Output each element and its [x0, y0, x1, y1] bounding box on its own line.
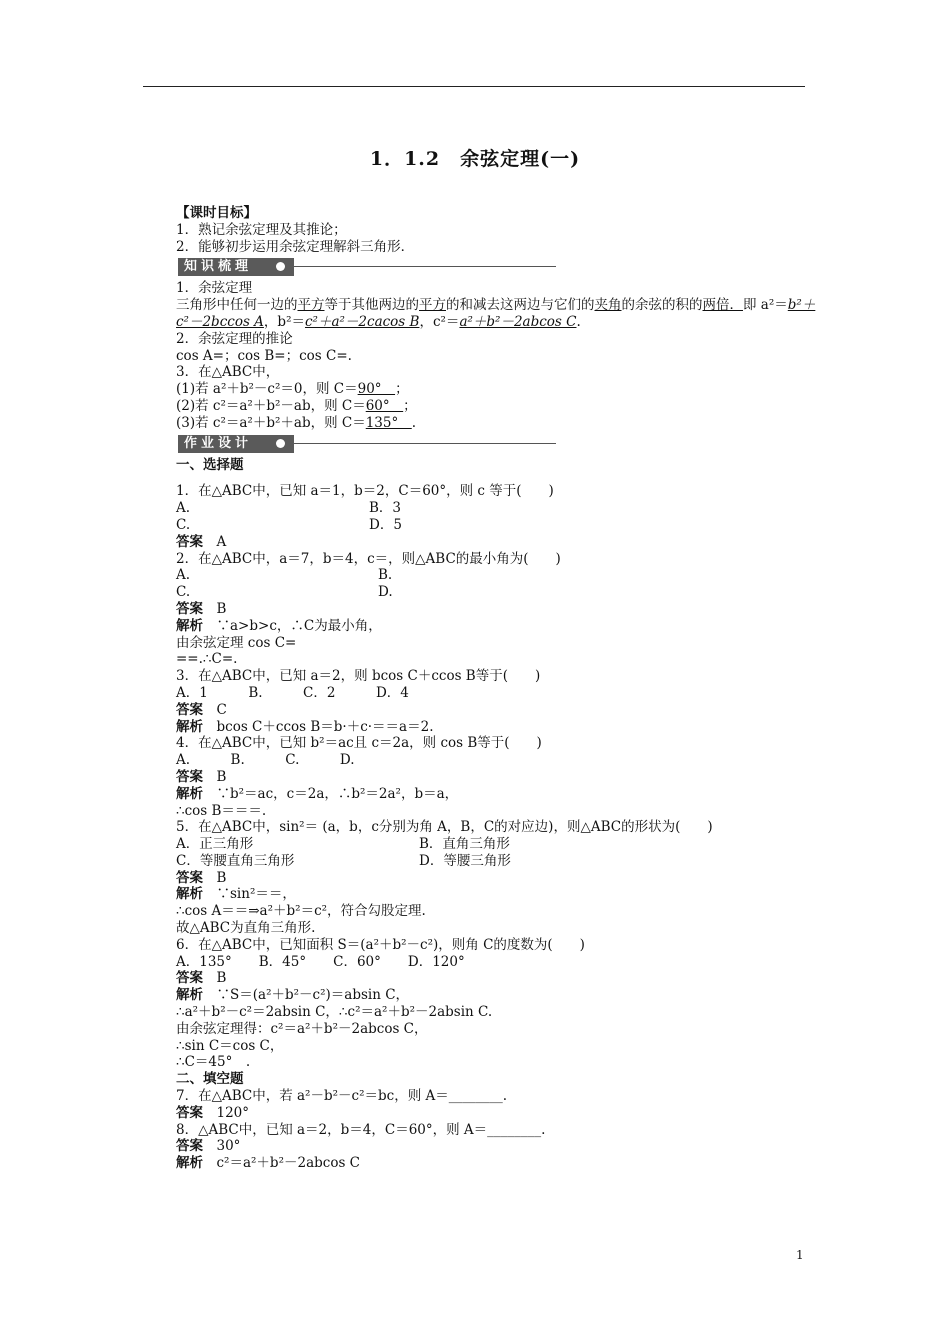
q7-answer: 答案 120°: [176, 1104, 250, 1121]
question-4: 4．在△ABC中，已知 b²＝ac且 c＝2a，则 cos B等于( ): [176, 735, 542, 752]
goal-item-1: 1．熟记余弦定理及其推论；: [176, 221, 347, 238]
q6-explanation-5: ∴C＝45° .: [176, 1054, 251, 1071]
q5-options-row-1: A．正三角形 B．直角三角形: [176, 836, 510, 853]
q4-explanation-1: 解析 ∵b²＝ac，c＝2a，∴b²＝2a²，b＝a，: [176, 785, 459, 802]
q5-answer: 答案 B: [176, 869, 227, 886]
q2-answer: 答案 B: [176, 600, 227, 617]
q6-explanation-1: 解析 ∵S＝(a²＋b²－c²)＝absin C，: [176, 987, 410, 1004]
q4-explanation-2: ∴cos B＝＝＝.: [176, 802, 267, 819]
q8-explanation-1: 解析 c²＝a²＋b²－2abcos C: [176, 1155, 361, 1172]
q3-options: A．1 B. C．2 D．4: [176, 684, 409, 701]
q4-answer: 答案 B: [176, 768, 227, 785]
page-title: 1．1.2 余弦定理(一): [369, 148, 581, 170]
q1-options-row-1: A. B．3: [176, 500, 402, 517]
case-line-2: (2)若 c²＝a²＋b²－ab，则 C＝60° ；: [176, 397, 417, 414]
goal-item-2: 2．能够初步运用余弦定理解斜三角形．: [176, 238, 415, 255]
question-8: 8．△ABC中，已知 a＝2，b＝4，C＝60°，则 A＝________.: [176, 1121, 546, 1138]
q5-explanation-3: 故△ABC为直角三角形.: [176, 920, 316, 937]
q6-explanation-4: ∴sin C＝cos C，: [176, 1037, 284, 1054]
banner-dot-icon: [276, 439, 285, 448]
goals-heading: 【课时目标】: [176, 205, 257, 221]
q5-options-row-2: C．等腰直角三角形 D．等腰三角形: [176, 852, 511, 869]
part-heading-fill: 二、填空题: [176, 1071, 244, 1088]
case-line-3: (3)若 c²＝a²＋b²＋ab，则 C＝135° .: [176, 414, 417, 431]
knowledge-heading-2: 2．余弦定理的推论: [176, 330, 293, 347]
case-line-1: (1)若 a²＋b²－c²＝0，则 C＝90° ；: [176, 381, 409, 398]
q2-explanation-1: 解析 ∵a>b>c，∴C为最小角，: [176, 617, 382, 634]
page-number: 1: [796, 1248, 804, 1262]
q2-explanation-3: ==.∴C=.: [176, 651, 238, 668]
question-1: 1．在△ABC中，已知 a＝1，b＝2，C＝60°，则 c 等于( ): [176, 483, 554, 500]
q6-answer: 答案 B: [176, 970, 227, 987]
question-6: 6．在△ABC中，已知面积 S＝(a²＋b²－c²)，则角 C的度数为( ): [176, 936, 585, 953]
q4-options: A. B. C. D.: [176, 752, 355, 769]
q6-explanation-2: ∴a²＋b²－c²＝2absin C，∴c²＝a²＋b²－2absin C.: [176, 1004, 493, 1021]
document-body: [176, 205, 816, 1172]
q2-options-row-2: C. D.: [176, 584, 393, 601]
q6-options: A．135° B．45° C．60° D．120°: [176, 953, 465, 970]
corollary-line: cos A=；cos B=；cos C=.: [176, 347, 352, 364]
q2-explanation-2: 由余弦定理 cos C=: [176, 634, 297, 651]
header-rule: [143, 86, 805, 87]
q1-options-row-2: C. D．5: [176, 516, 402, 533]
q1-answer: 答案 A: [176, 533, 227, 550]
cosine-law-statement: 三角形中任何一边的平方等于其他两边的平方的和减去这两边与它们的夹角的余弦的积的两倍．即 a²＝b²＋c²－2bccos A，b²＝c²＋a²－2cacos B，c²＝a²＋b²－2abcos C.: [176, 297, 816, 330]
part-heading-choice: 一、选择题: [176, 456, 244, 473]
q3-answer: 答案 C: [176, 701, 227, 718]
question-7: 7．在△ABC中，若 a²－b²－c²＝bc，则 A＝________.: [176, 1088, 508, 1105]
question-2: 2．在△ABC中，a＝7，b＝4，c＝，则△ABC的最小角为( ): [176, 550, 561, 567]
q5-explanation-1: 解析 ∵sin²＝＝，: [176, 886, 296, 903]
banner-label: 知识梳理: [178, 258, 294, 276]
section-banner-knowledge: [176, 257, 816, 277]
banner-label: 作业设计: [178, 435, 294, 453]
question-3: 3．在△ABC中，已知 a＝2，则 bcos C＋ccos B等于( ): [176, 668, 541, 685]
section-banner-homework: [176, 434, 816, 454]
banner-rule: [294, 443, 556, 444]
question-5: 5．在△ABC中，sin²＝ (a，b，c分别为角 A，B，C的对应边)，则△ABC的形状为( ): [176, 819, 713, 836]
q6-explanation-3: 由余弦定理得：c²＝a²＋b²－2abcos C，: [176, 1020, 428, 1037]
q8-answer: 答案 30°: [176, 1138, 241, 1155]
q3-explanation-1: 解析 bcos C＋ccos B＝b·＋c·＝＝a＝2.: [176, 718, 434, 735]
q2-options-row-1: A. B.: [176, 567, 393, 584]
banner-rule: [294, 266, 556, 267]
q5-explanation-2: ∴cos A＝＝⇒a²＋b²＝c²，符合勾股定理.: [176, 903, 426, 920]
knowledge-heading-3: 3．在△ABC中，: [176, 364, 280, 381]
knowledge-heading-1: 1．余弦定理: [176, 280, 253, 297]
